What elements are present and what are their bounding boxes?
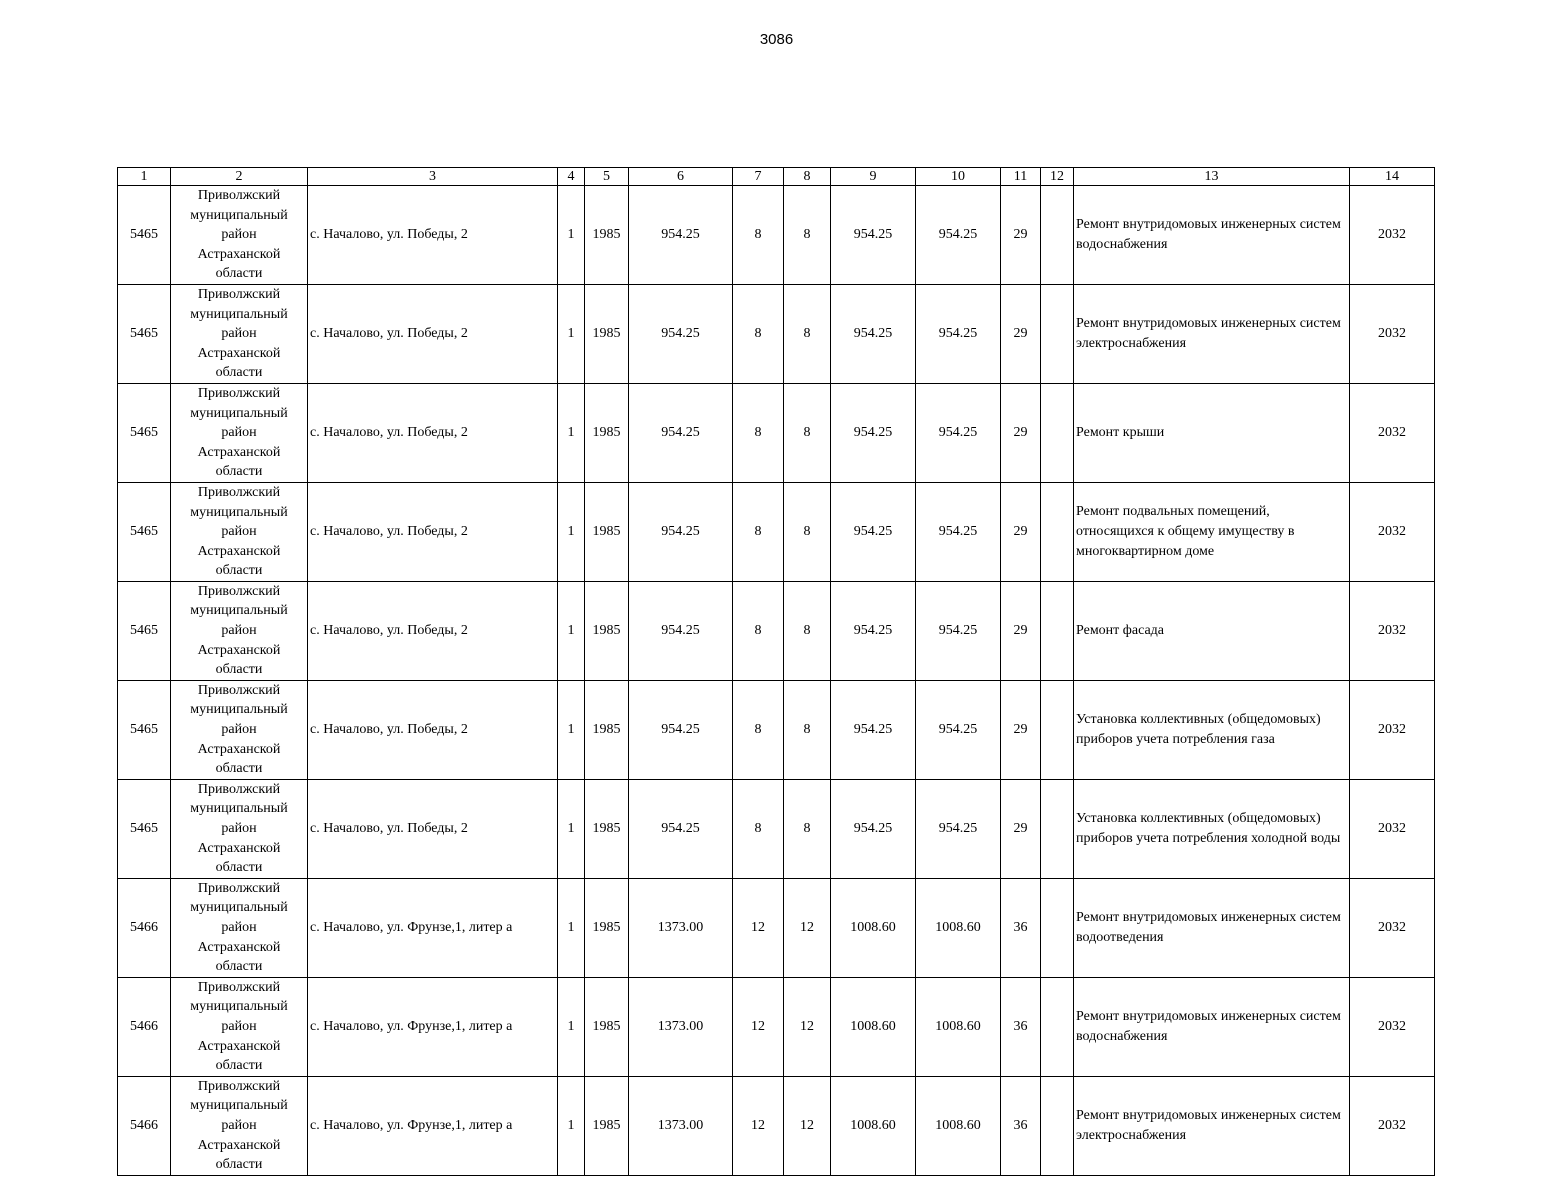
col9-cell: 1008.60: [831, 878, 916, 977]
column-header: 9: [831, 168, 916, 186]
col8-cell: 8: [784, 680, 831, 779]
col12-cell: [1041, 680, 1074, 779]
col9-cell: 1008.60: [831, 1076, 916, 1175]
col9-cell: 954.25: [831, 383, 916, 482]
col7-cell: 12: [733, 1076, 784, 1175]
col10-cell: 954.25: [916, 186, 1001, 285]
plan-year-cell: 2032: [1350, 680, 1435, 779]
table-row: [118, 1076, 1435, 1175]
col12-cell: [1041, 186, 1074, 285]
table-row: [118, 977, 1435, 1076]
municipality-line: Астраханской: [197, 939, 281, 955]
col10-cell: 1008.60: [916, 1076, 1001, 1175]
address-cell: с. Началово, ул. Победы, 2: [308, 581, 558, 680]
municipality-line: области: [215, 1157, 263, 1173]
municipality-line: области: [215, 761, 263, 777]
column-header: 6: [629, 168, 733, 186]
work-description-cell: Установка коллективных (общедомовых) приборов учета потребления газа: [1074, 680, 1350, 779]
municipality-line: Астраханской: [197, 840, 281, 856]
municipality-line: Астраханской: [197, 246, 281, 262]
table-row: [118, 581, 1435, 680]
col4-cell: 1: [558, 186, 585, 285]
municipality-line: муниципальный: [190, 900, 288, 916]
plan-year-cell: 2032: [1350, 779, 1435, 878]
col9-cell: 954.25: [831, 482, 916, 581]
register-table: [117, 167, 1435, 1176]
municipality-line: Приволжский: [197, 484, 281, 500]
year-cell: 1985: [585, 878, 629, 977]
row-id: 5465: [118, 581, 171, 680]
municipality-line: Приволжский: [197, 781, 281, 797]
municipality-line: области: [215, 365, 263, 381]
municipality-line: области: [215, 959, 263, 975]
column-header: 12: [1041, 168, 1074, 186]
municipality-line: Астраханской: [197, 642, 281, 658]
column-header: 5: [585, 168, 629, 186]
col4-cell: 1: [558, 1076, 585, 1175]
address-cell: с. Началово, ул. Победы, 2: [308, 383, 558, 482]
municipality-line: район: [221, 919, 257, 935]
municipality-line: Астраханской: [197, 543, 281, 559]
table-row: [118, 878, 1435, 977]
col9-cell: 954.25: [831, 284, 916, 383]
col10-cell: 954.25: [916, 383, 1001, 482]
col11-cell: 36: [1001, 1076, 1041, 1175]
municipality-cell: [171, 977, 308, 1076]
address-cell: с. Началово, ул. Фрунзе,1, литер а: [308, 1076, 558, 1175]
plan-year-cell: 2032: [1350, 186, 1435, 285]
year-cell: 1985: [585, 284, 629, 383]
municipality-line: муниципальный: [190, 801, 288, 817]
row-id: 5465: [118, 680, 171, 779]
col6-cell: 954.25: [629, 186, 733, 285]
table-row: [118, 482, 1435, 581]
col7-cell: 8: [733, 383, 784, 482]
column-header: 8: [784, 168, 831, 186]
col11-cell: 29: [1001, 779, 1041, 878]
table-row: [118, 186, 1435, 285]
municipality-line: области: [215, 266, 263, 282]
table-body: [118, 186, 1435, 1176]
col12-cell: [1041, 1076, 1074, 1175]
municipality-line: район: [221, 1018, 257, 1034]
address-cell: с. Началово, ул. Победы, 2: [308, 779, 558, 878]
column-header: 2: [171, 168, 308, 186]
col11-cell: 36: [1001, 878, 1041, 977]
municipality-cell: [171, 680, 308, 779]
row-id: 5466: [118, 977, 171, 1076]
work-description-cell: Ремонт внутридомовых инженерных систем электроснабжения: [1074, 1076, 1350, 1175]
municipality-line: области: [215, 464, 263, 480]
year-cell: 1985: [585, 779, 629, 878]
column-header: 7: [733, 168, 784, 186]
work-description-cell: Ремонт внутридомовых инженерных систем водоснабжения: [1074, 186, 1350, 285]
col6-cell: 1373.00: [629, 977, 733, 1076]
col12-cell: [1041, 482, 1074, 581]
column-header: 1: [118, 168, 171, 186]
municipality-line: район: [221, 524, 257, 540]
col11-cell: 29: [1001, 383, 1041, 482]
col8-cell: 8: [784, 779, 831, 878]
col9-cell: 1008.60: [831, 977, 916, 1076]
col8-cell: 12: [784, 977, 831, 1076]
column-header: 4: [558, 168, 585, 186]
year-cell: 1985: [585, 383, 629, 482]
column-header: 14: [1350, 168, 1435, 186]
municipality-line: муниципальный: [190, 603, 288, 619]
row-id: 5466: [118, 878, 171, 977]
col7-cell: 12: [733, 977, 784, 1076]
municipality-cell: [171, 284, 308, 383]
col8-cell: 8: [784, 581, 831, 680]
municipality-cell: [171, 779, 308, 878]
col10-cell: 1008.60: [916, 977, 1001, 1076]
col11-cell: 29: [1001, 482, 1041, 581]
plan-year-cell: 2032: [1350, 1076, 1435, 1175]
plan-year-cell: 2032: [1350, 581, 1435, 680]
work-description-cell: Ремонт внутридомовых инженерных систем электроснабжения: [1074, 284, 1350, 383]
col10-cell: 954.25: [916, 779, 1001, 878]
row-id: 5465: [118, 383, 171, 482]
work-description-cell: Ремонт внутридомовых инженерных систем водоотведения: [1074, 878, 1350, 977]
col6-cell: 954.25: [629, 383, 733, 482]
col10-cell: 954.25: [916, 581, 1001, 680]
col10-cell: 954.25: [916, 482, 1001, 581]
col7-cell: 8: [733, 284, 784, 383]
col11-cell: 29: [1001, 581, 1041, 680]
col4-cell: 1: [558, 284, 585, 383]
municipality-line: Приволжский: [197, 880, 281, 896]
municipality-cell: [171, 186, 308, 285]
col7-cell: 8: [733, 482, 784, 581]
municipality-line: Приволжский: [197, 385, 281, 401]
year-cell: 1985: [585, 482, 629, 581]
year-cell: 1985: [585, 186, 629, 285]
address-cell: с. Началово, ул. Победы, 2: [308, 482, 558, 581]
col11-cell: 29: [1001, 284, 1041, 383]
address-cell: с. Началово, ул. Победы, 2: [308, 680, 558, 779]
column-header: 3: [308, 168, 558, 186]
col12-cell: [1041, 383, 1074, 482]
col9-cell: 954.25: [831, 581, 916, 680]
year-cell: 1985: [585, 977, 629, 1076]
municipality-line: Астраханской: [197, 444, 281, 460]
col8-cell: 8: [784, 482, 831, 581]
col4-cell: 1: [558, 383, 585, 482]
col10-cell: 954.25: [916, 284, 1001, 383]
col12-cell: [1041, 581, 1074, 680]
col7-cell: 8: [733, 581, 784, 680]
col8-cell: 8: [784, 284, 831, 383]
work-description-cell: Ремонт фасада: [1074, 581, 1350, 680]
column-header: 11: [1001, 168, 1041, 186]
municipality-line: район: [221, 227, 257, 243]
municipality-line: Астраханской: [197, 345, 281, 361]
plan-year-cell: 2032: [1350, 383, 1435, 482]
col4-cell: 1: [558, 581, 585, 680]
col8-cell: 12: [784, 1076, 831, 1175]
col10-cell: 1008.60: [916, 878, 1001, 977]
col9-cell: 954.25: [831, 186, 916, 285]
municipality-line: муниципальный: [190, 702, 288, 718]
row-id: 5465: [118, 482, 171, 581]
municipality-line: Приволжский: [197, 583, 281, 599]
row-id: 5465: [118, 186, 171, 285]
col7-cell: 8: [733, 779, 784, 878]
col4-cell: 1: [558, 977, 585, 1076]
address-cell: с. Началово, ул. Фрунзе,1, литер а: [308, 878, 558, 977]
plan-year-cell: 2032: [1350, 878, 1435, 977]
col9-cell: 954.25: [831, 680, 916, 779]
work-description-cell: Ремонт внутридомовых инженерных систем водоснабжения: [1074, 977, 1350, 1076]
col11-cell: 29: [1001, 186, 1041, 285]
municipality-line: Приволжский: [197, 286, 281, 302]
table-row: [118, 284, 1435, 383]
col8-cell: 12: [784, 878, 831, 977]
municipality-line: области: [215, 662, 263, 678]
municipality-line: Приволжский: [197, 682, 281, 698]
municipality-line: Приволжский: [197, 979, 281, 995]
municipality-line: район: [221, 1117, 257, 1133]
municipality-line: Астраханской: [197, 1137, 281, 1153]
municipality-line: муниципальный: [190, 207, 288, 223]
municipality-line: район: [221, 623, 257, 639]
plan-year-cell: 2032: [1350, 482, 1435, 581]
municipality-line: район: [221, 425, 257, 441]
col8-cell: 8: [784, 383, 831, 482]
col4-cell: 1: [558, 878, 585, 977]
col9-cell: 954.25: [831, 779, 916, 878]
header-row: [118, 168, 1435, 186]
col7-cell: 12: [733, 878, 784, 977]
row-id: 5466: [118, 1076, 171, 1175]
col4-cell: 1: [558, 482, 585, 581]
municipality-line: Приволжский: [197, 188, 281, 203]
row-id: 5465: [118, 779, 171, 878]
municipality-cell: [171, 1076, 308, 1175]
municipality-line: муниципальный: [190, 405, 288, 421]
municipality-line: Астраханской: [197, 1038, 281, 1054]
municipality-line: Приволжский: [197, 1078, 281, 1094]
col4-cell: 1: [558, 779, 585, 878]
col7-cell: 8: [733, 680, 784, 779]
municipality-line: муниципальный: [190, 306, 288, 322]
col12-cell: [1041, 878, 1074, 977]
municipality-line: муниципальный: [190, 1098, 288, 1114]
col12-cell: [1041, 779, 1074, 878]
year-cell: 1985: [585, 1076, 629, 1175]
municipality-line: области: [215, 860, 263, 876]
page-number: 3086: [759, 31, 794, 48]
col11-cell: 29: [1001, 680, 1041, 779]
municipality-line: муниципальный: [190, 504, 288, 520]
col6-cell: 954.25: [629, 482, 733, 581]
work-description-cell: Ремонт крыши: [1074, 383, 1350, 482]
municipality-line: район: [221, 722, 257, 738]
work-description-cell: Ремонт подвальных помещений, относящихся к общему имуществу в многоквартирном доме: [1074, 482, 1350, 581]
municipality-line: области: [215, 563, 263, 579]
col6-cell: 1373.00: [629, 1076, 733, 1175]
col6-cell: 954.25: [629, 284, 733, 383]
table-row: [118, 383, 1435, 482]
col6-cell: 954.25: [629, 581, 733, 680]
col11-cell: 36: [1001, 977, 1041, 1076]
col12-cell: [1041, 284, 1074, 383]
row-id: 5465: [118, 284, 171, 383]
address-cell: с. Началово, ул. Победы, 2: [308, 186, 558, 285]
municipality-line: области: [215, 1058, 263, 1074]
col6-cell: 954.25: [629, 680, 733, 779]
work-description-cell: Установка коллективных (общедомовых) приборов учета потребления холодной воды: [1074, 779, 1350, 878]
address-cell: с. Началово, ул. Победы, 2: [308, 284, 558, 383]
municipality-cell: [171, 482, 308, 581]
municipality-line: Астраханской: [197, 741, 281, 757]
col10-cell: 954.25: [916, 680, 1001, 779]
col6-cell: 1373.00: [629, 878, 733, 977]
address-cell: с. Началово, ул. Фрунзе,1, литер а: [308, 977, 558, 1076]
year-cell: 1985: [585, 581, 629, 680]
plan-year-cell: 2032: [1350, 977, 1435, 1076]
plan-year-cell: 2032: [1350, 284, 1435, 383]
municipality-line: муниципальный: [190, 999, 288, 1015]
table-row: [118, 680, 1435, 779]
year-cell: 1985: [585, 680, 629, 779]
column-header: 13: [1074, 168, 1350, 186]
column-header: 10: [916, 168, 1001, 186]
municipality-cell: [171, 581, 308, 680]
municipality-line: район: [221, 326, 257, 342]
col4-cell: 1: [558, 680, 585, 779]
municipality-cell: [171, 878, 308, 977]
col12-cell: [1041, 977, 1074, 1076]
col8-cell: 8: [784, 186, 831, 285]
col7-cell: 8: [733, 186, 784, 285]
col6-cell: 954.25: [629, 779, 733, 878]
municipality-line: район: [221, 821, 257, 836]
municipality-cell: [171, 383, 308, 482]
table-row: [118, 779, 1435, 878]
